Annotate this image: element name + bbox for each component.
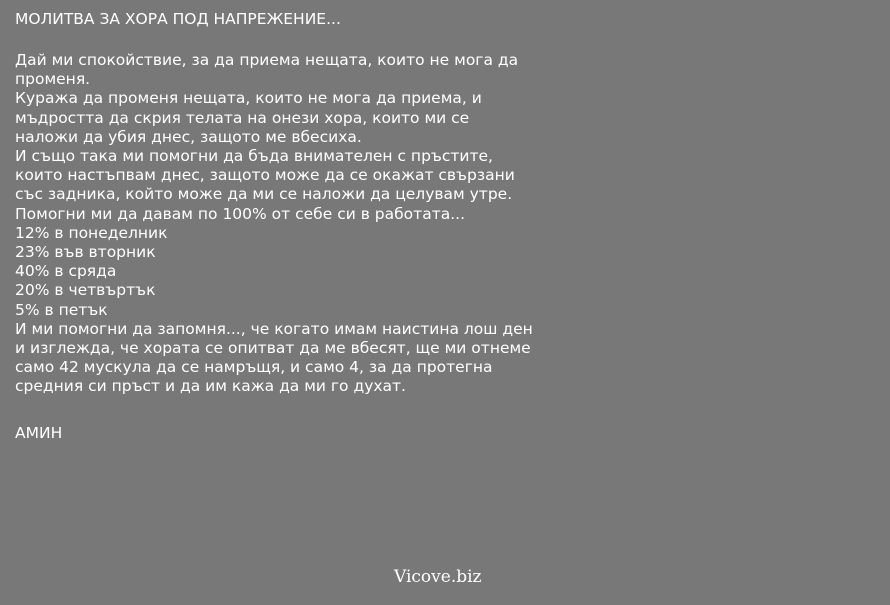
closing-text: АМИН (15, 424, 63, 442)
text-line: Помогни ми да давам по 100% от себе си в работата... (15, 204, 465, 223)
text-line: и изглежда, че хората се опитват да ме вбесят, ще ми отнеме (15, 339, 531, 358)
text-line: мъдростта да скрия телата на онези хора, които ми се (15, 108, 470, 127)
prayer-text (15, 51, 533, 397)
text-line: И ми помогни да запомня..., че когато имам наистина лош ден (15, 319, 533, 338)
text-line: които настъпвам днес, защото може да се окажат свързани (15, 166, 515, 185)
text-line: 23% във вторник (15, 243, 156, 262)
page-title: МОЛИТВА ЗА ХОРА ПОД НАПРЕЖЕНИЕ... (15, 10, 341, 28)
text-line: 12% в понеделник (15, 223, 168, 242)
text-line: 40% в сряда (15, 262, 117, 281)
text-line: 5% в петък (15, 300, 108, 319)
text-line: средния си пръст и да им кажа да ми го духат. (15, 377, 406, 396)
text-line: И също така ми помогни да бъда внимателен с пръстите, (15, 147, 493, 166)
text-line: Куража да променя нещата, които не мога да приема, и (15, 89, 482, 108)
text-line: 20% в четвъртък (15, 281, 156, 300)
text-line: Дай ми спокойствие, за да приема нещата, които не мога да (15, 51, 519, 69)
text-line: наложи да убия днес, защото ме вбесиха. (15, 127, 362, 146)
watermark-text: Vicove.biz (394, 567, 482, 587)
text-line: променя. (15, 70, 91, 89)
text-line: със задника, който може да ми се наложи да целувам утре. (15, 185, 513, 204)
text-line: само 42 мускула да се намръщя, и само 4, за да протегна (15, 358, 493, 377)
